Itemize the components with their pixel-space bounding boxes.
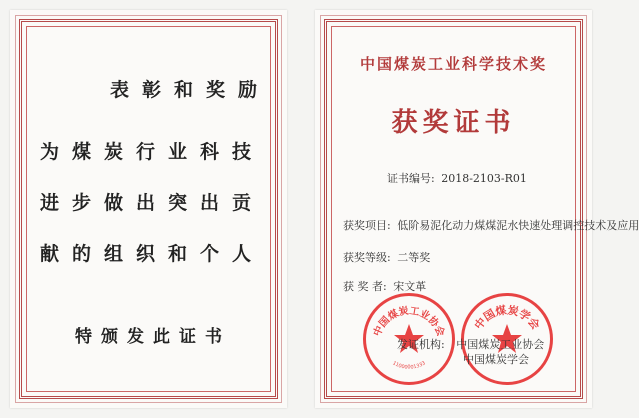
issuer-1: 中国煤炭工业协会 [456,338,545,351]
winner-field [343,278,426,294]
project-field [343,217,639,233]
certificate-left-page [10,10,287,408]
grade-value: 二等奖 [397,251,431,264]
commendation-line-3: 进步做出突出贡 [40,192,265,214]
issuer-label: 发证机构: [397,338,445,351]
project-label: 获奖项目: [343,219,391,232]
issuer-2: 中国煤炭学会 [463,353,529,366]
winner-label: 获 奖 者: [343,280,387,293]
project-value: 低阶易泥化动力煤煤泥水快速处理调控技术及应用 [397,219,639,232]
seal2-text: 中国煤炭学会 [471,303,543,332]
grade-label: 获奖等级: [343,251,391,264]
certificate-right-page [315,10,639,408]
commendation-line-2: 为煤炭行业科技 [40,141,265,163]
winner-value: 宋文革 [393,280,427,293]
seal1-number: 11000001333 [391,360,427,371]
seal1-text: 中国煤炭工业协会 [372,305,446,339]
commendation-line-1: 表彰和奖励 [110,79,271,101]
grade-field [343,249,430,265]
cert-no-label: 证书编号: [387,172,435,185]
commendation-line-4: 献的组织和个人 [40,243,265,265]
closing-line: 特颁发此证书 [75,327,231,347]
certificate-heading: 获奖证书 [391,108,516,138]
cert-no-value: 2018-2103-R01 [441,172,527,185]
issuer-block [397,337,544,367]
certificate-number [387,170,527,186]
award-title: 中国煤炭工业科学技术奖 [359,55,547,73]
